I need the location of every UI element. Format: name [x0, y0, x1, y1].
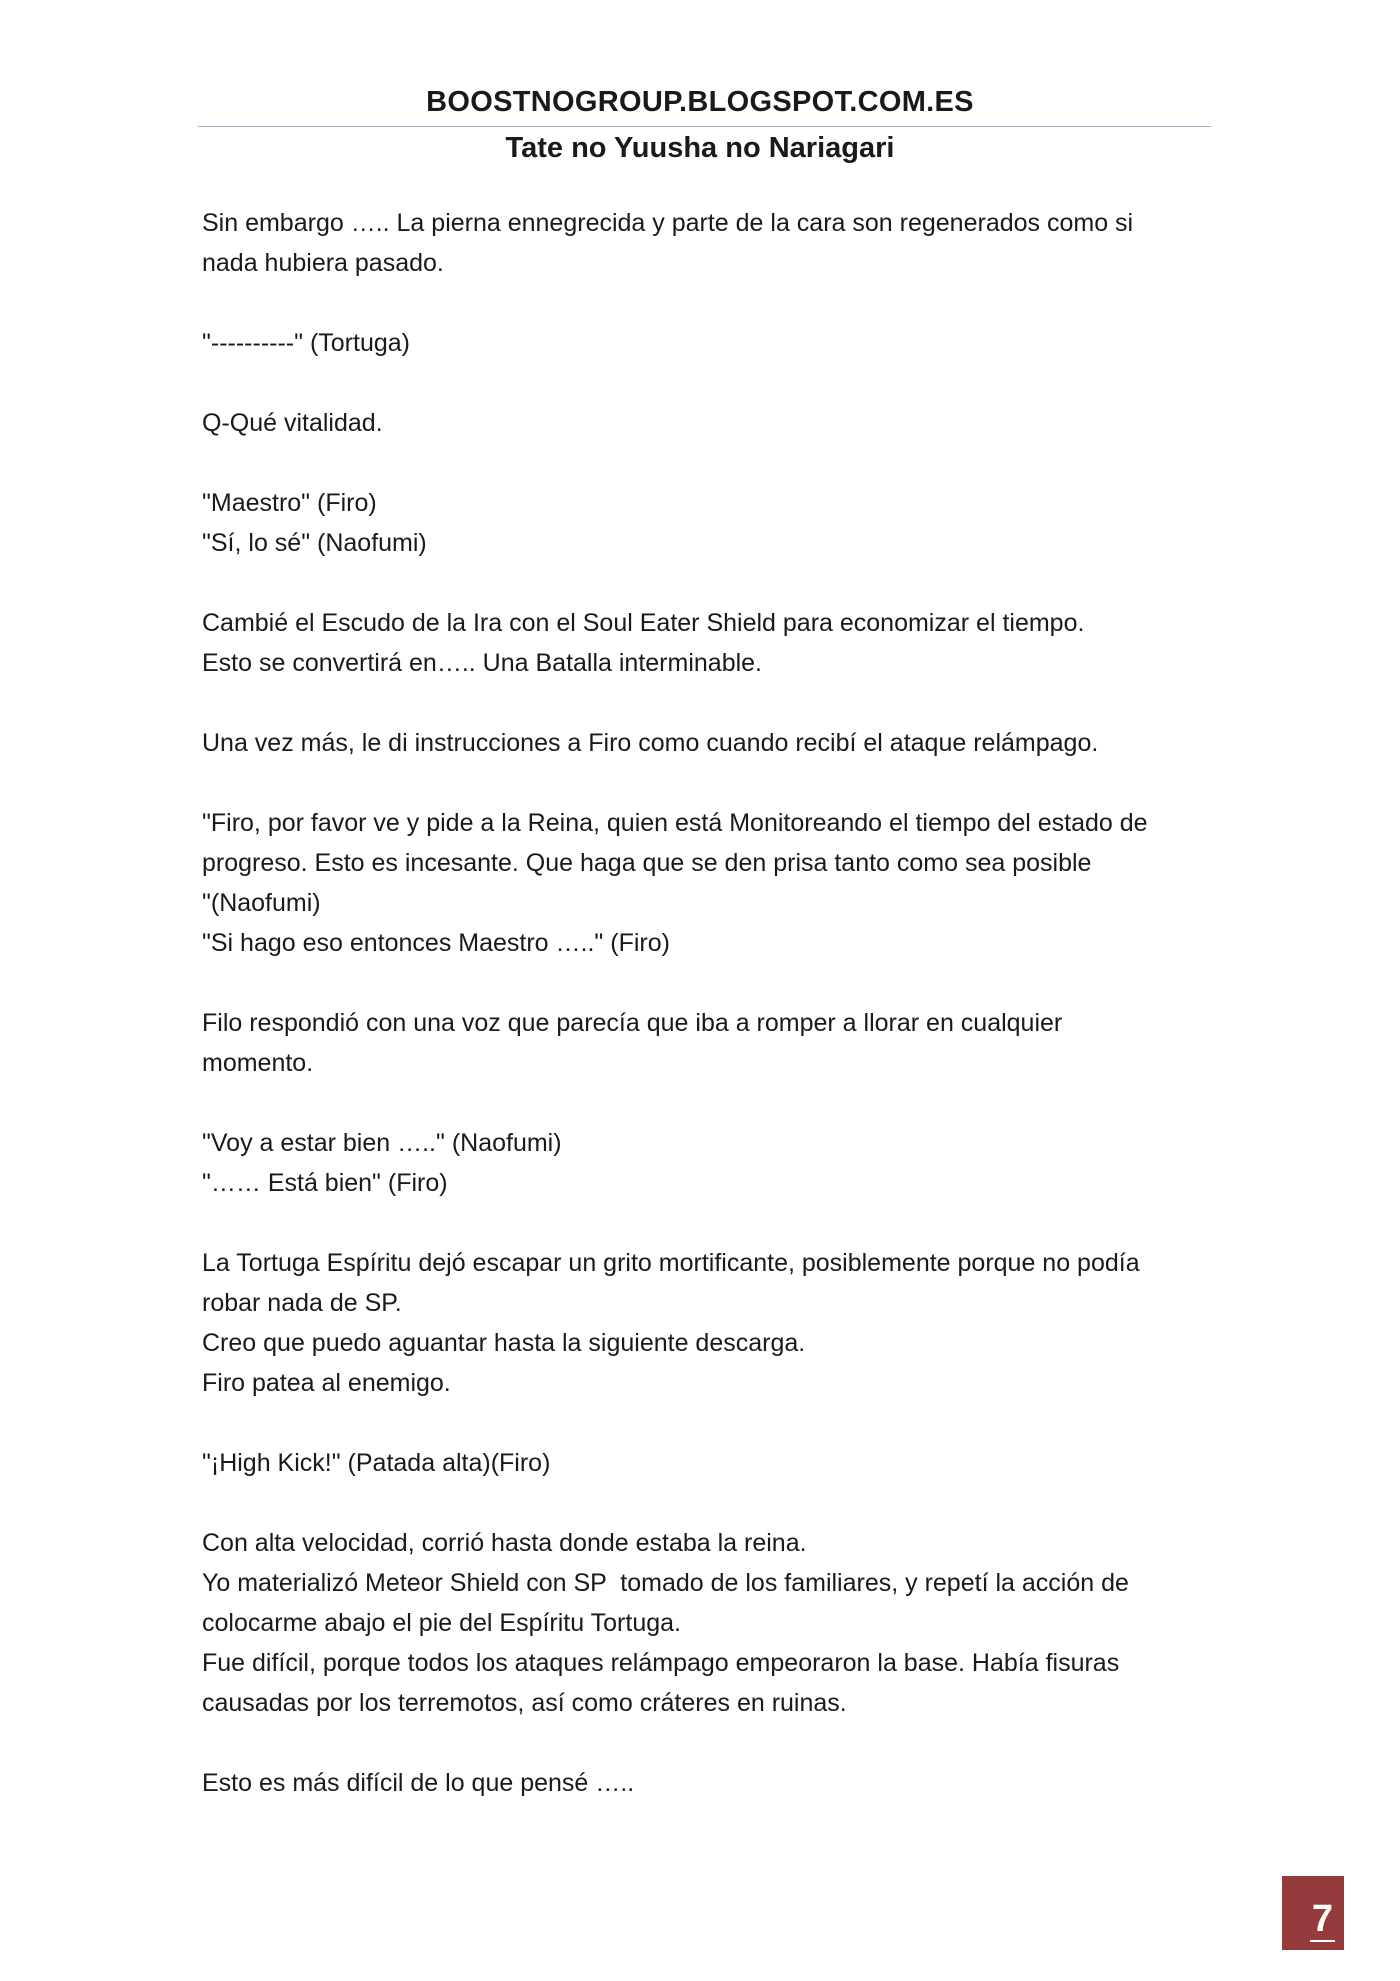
- text-line: Q-Qué vitalidad.: [202, 409, 383, 437]
- text-line: "Voy a estar bien ….." (Naofumi): [202, 1129, 562, 1157]
- header-book-title: Tate no Yuusha no Nariagari: [505, 132, 895, 164]
- body-text: [202, 203, 1207, 1843]
- header-site-name: BOOSTNOGROUP.BLOGSPOT.COM.ES: [426, 86, 974, 118]
- text-line: Esto es más difícil de lo que pensé …..: [202, 1769, 635, 1797]
- text-line: "----------" (Tortuga): [202, 329, 410, 357]
- text-line: Filo respondió con una voz que parecía que iba a romper a llorar en cualquier: [202, 1009, 1063, 1037]
- paragraph: [202, 1003, 1207, 1083]
- text-line: "(Naofumi): [202, 889, 321, 917]
- header-divider: [198, 126, 1211, 127]
- text-line: "…… Está bien" (Firo): [202, 1169, 448, 1197]
- text-line: Con alta velocidad, corrió hasta donde estaba la reina.: [202, 1529, 807, 1557]
- paragraph: [202, 723, 1207, 763]
- paragraph: [202, 483, 1207, 563]
- text-line: progreso. Esto es incesante. Que haga que se den prisa tanto como sea posible: [202, 849, 1092, 877]
- paragraph: [202, 1443, 1207, 1483]
- text-line: "Si hago eso entonces Maestro ….." (Firo): [202, 929, 670, 957]
- text-line: Firo patea al enemigo.: [202, 1369, 451, 1397]
- text-line: "Maestro" (Firo): [202, 489, 377, 517]
- text-line: Una vez más, le di instrucciones a Firo como cuando recibí el ataque relámpago.: [202, 729, 1099, 757]
- paragraph: [202, 403, 1207, 443]
- paragraph: [202, 1763, 1207, 1803]
- paragraph: [202, 1243, 1207, 1403]
- paragraph: [202, 1523, 1207, 1723]
- text-line: Cambié el Escudo de la Ira con el Soul Eater Shield para economizar el tiempo.: [202, 609, 1085, 637]
- page-number: 7: [1311, 1898, 1333, 1940]
- text-line: Creo que puedo aguantar hasta la siguiente descarga.: [202, 1329, 806, 1357]
- paragraph: [202, 1123, 1207, 1203]
- text-line: robar nada de SP.: [202, 1289, 402, 1317]
- text-line: nada hubiera pasado.: [202, 249, 444, 277]
- text-line: Yo materializó Meteor Shield con SP tomado de los familiares, y repetí la acción de: [202, 1569, 1129, 1597]
- text-line: "Firo, por favor ve y pide a la Reina, quien está Monitoreando el tiempo del estado de: [202, 809, 1148, 837]
- text-line: colocarme abajo el pie del Espíritu Tortuga.: [202, 1609, 681, 1637]
- paragraph: [202, 323, 1207, 363]
- text-line: Fue difícil, porque todos los ataques relámpago empeoraron la base. Había fisuras: [202, 1649, 1120, 1677]
- text-line: La Tortuga Espíritu dejó escapar un grito mortificante, posiblemente porque no podía: [202, 1249, 1140, 1277]
- paragraph: [202, 803, 1207, 963]
- text-line: "Sí, lo sé" (Naofumi): [202, 529, 427, 557]
- text-line: causadas por los terremotos, así como cráteres en ruinas.: [202, 1689, 847, 1717]
- paragraph: [202, 603, 1207, 683]
- paragraph: [202, 203, 1207, 283]
- text-line: "¡High Kick!" (Patada alta)(Firo): [202, 1449, 551, 1477]
- text-line: momento.: [202, 1049, 314, 1077]
- text-line: Esto se convertirá en….. Una Batalla interminable.: [202, 649, 762, 677]
- page-number-badge: [1282, 1876, 1344, 1950]
- text-line: Sin embargo ….. La pierna ennegrecida y parte de la cara son regenerados como si: [202, 209, 1134, 237]
